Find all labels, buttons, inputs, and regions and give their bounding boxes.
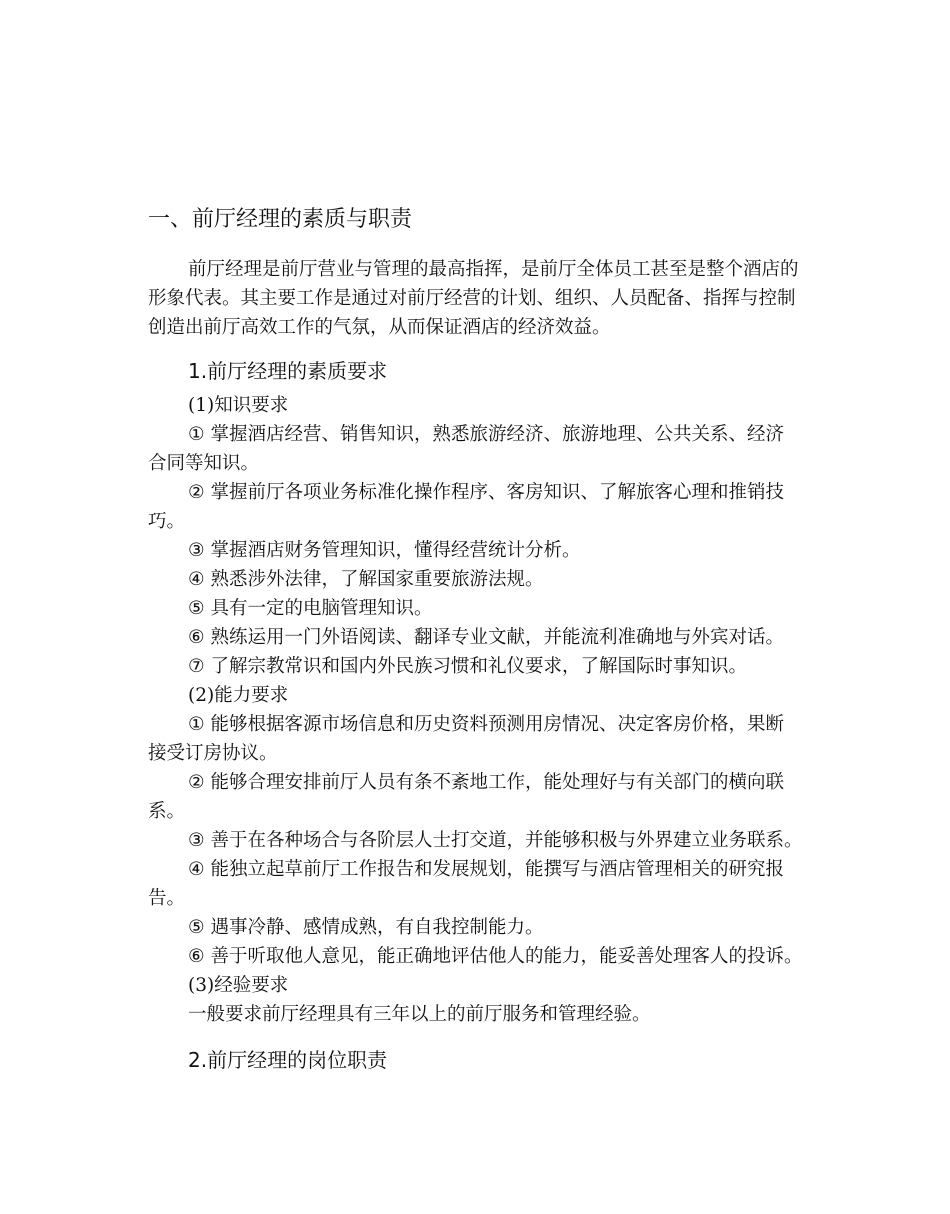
- experience-label: (3)经验要求: [188, 975, 289, 996]
- ability-label: (2)能力要求: [188, 685, 289, 706]
- ability-item-4-cont: 告。: [148, 888, 186, 909]
- knowledge-item: [148, 478, 836, 536]
- knowledge-item-6: ⑥ 熟练运用一门外语阅读、翻译专业文献，并能流利准确地与外宾对话。: [188, 627, 784, 648]
- ability-item: [148, 710, 836, 768]
- knowledge-item-2-line: ② 掌握前厅各项业务标准化操作程序、客房知识、了解旅客心理和推销技: [188, 482, 784, 503]
- ability-item: [148, 855, 836, 913]
- intro-line-1: 前厅经理是前厅营业与管理的最高指挥，是前厅全体员工甚至是整个酒店的: [188, 259, 799, 280]
- knowledge-item-1-cont: 合同等知识。: [148, 453, 260, 474]
- ability-item: [148, 768, 836, 826]
- ability-item-6: ⑥ 善于听取他人意见，能正确地评估他人的能力，能妥善处理客人的投诉。: [188, 946, 803, 967]
- subsection-title-2: 2.前厅经理的岗位职责: [188, 1048, 388, 1072]
- experience-text: 一般要求前厅经理具有三年以上的前厅服务和管理经验。: [188, 1004, 651, 1025]
- intro-line-3: 创造出前厅高效工作的气氛，从而保证酒店的经济效益。: [148, 317, 611, 338]
- ability-item-5: ⑤ 遇事冷静、感情成熟，有自我控制能力。: [188, 917, 544, 938]
- subsection-title-1: 1.前厅经理的素质要求: [188, 359, 388, 383]
- knowledge-item-3: ③ 掌握酒店财务管理知识，懂得经营统计分析。: [188, 540, 581, 561]
- section-heading: 一、前厅经理的素质与职责: [148, 207, 413, 232]
- ability-item-4-line: ④ 能独立起草前厅工作报告和发展规划，能撰写与酒店管理相关的研究报: [188, 859, 784, 880]
- intro-line-2: 形象代表。其主要工作是通过对前厅经营的计划、组织、人员配备、指挥与控制: [148, 288, 796, 309]
- ability-item-1-line: ① 能够根据客源市场信息和历史资料预测用房情况、决定客房价格，果断: [188, 714, 784, 735]
- knowledge-item-5: ⑤ 具有一定的电脑管理知识。: [188, 598, 433, 619]
- knowledge-item-7: ⑦ 了解宗教常识和国内外民族习惯和礼仪要求，了解国际时事知识。: [188, 656, 747, 677]
- knowledge-item: [148, 420, 836, 478]
- knowledge-item-4: ④ 熟悉涉外法律，了解国家重要旅游法规。: [188, 569, 544, 590]
- knowledge-item-2-cont: 巧。: [148, 511, 186, 532]
- ability-item-3: ③ 善于在各种场合与各阶层人士打交道，并能够积极与外界建立业务联系。: [188, 830, 803, 851]
- ability-item-1-cont: 接受订房协议。: [148, 743, 278, 764]
- knowledge-label: (1)知识要求: [188, 395, 289, 416]
- intro-paragraph: [148, 255, 836, 342]
- knowledge-item-1-line: ① 掌握酒店经营、销售知识，熟悉旅游经济、旅游地理、公共关系、经济: [188, 424, 784, 445]
- ability-item-2-cont: 系。: [148, 801, 186, 822]
- ability-item-2-line: ② 能够合理安排前厅人员有条不紊地工作，能处理好与有关部门的横向联: [188, 772, 784, 793]
